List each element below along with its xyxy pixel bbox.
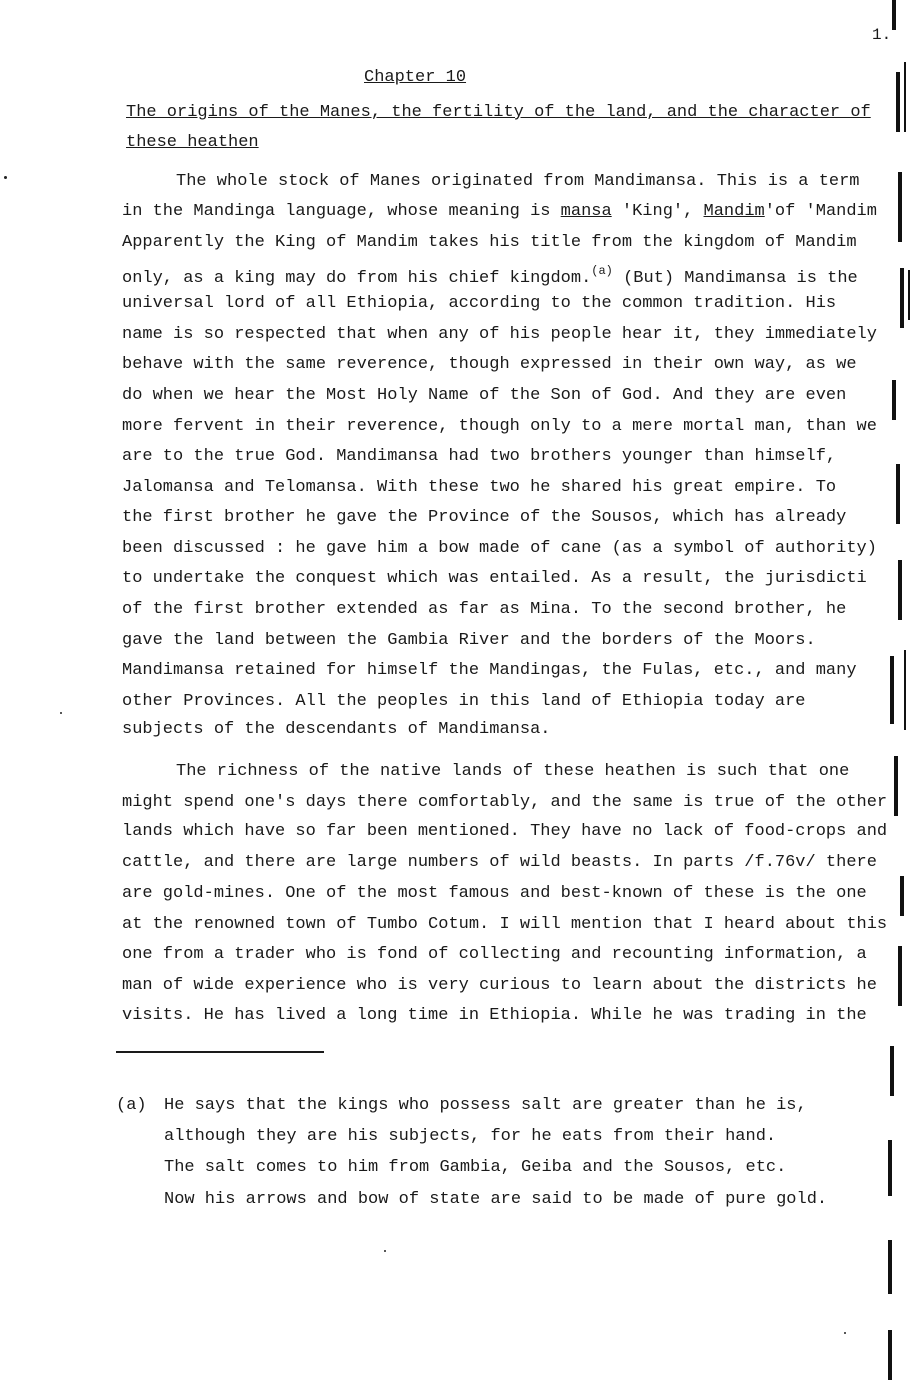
- footnote-line: Now his arrows and bow of state are said to be made of pure gold.: [164, 1190, 828, 1209]
- binding-mark: [896, 464, 900, 524]
- text-span: in the Mandinga language, whose meaning is: [122, 202, 561, 221]
- page-number: 1.: [872, 26, 892, 44]
- binding-mark: [892, 380, 896, 420]
- text-span: (But) Mandimansa is the: [612, 269, 858, 288]
- text-line: subjects of the descendants of Mandimansa.: [122, 720, 551, 739]
- text-line: one from a trader who is fond of collecting and recounting information, a: [122, 945, 867, 964]
- footnote-line: The salt comes to him from Gambia, Geiba and the Sousos, etc.: [164, 1158, 787, 1177]
- heading-line-1: The origins of the Manes, the fertility of the land, and the character of: [126, 103, 871, 122]
- text-span: only, as a king may do from his chief kingdom.: [122, 269, 592, 288]
- text-line: man of wide experience who is very curious to learn about the districts he: [122, 976, 877, 995]
- footnote-reference: (a): [591, 264, 613, 278]
- binding-mark: [898, 560, 902, 620]
- text-line: visits. He has lived a long time in Ethiopia. While he was trading in the: [122, 1006, 867, 1025]
- binding-mark: [900, 876, 904, 916]
- binding-mark: [894, 756, 898, 816]
- binding-mark: [888, 1240, 892, 1294]
- scan-speck: [844, 1332, 846, 1334]
- binding-mark: [908, 270, 910, 320]
- text-line: [122, 264, 858, 288]
- text-line: the first brother he gave the Province of the Sousos, which has already: [122, 508, 847, 527]
- binding-mark: [896, 72, 900, 132]
- text-line: lands which have so far been mentioned. They have no lack of food-crops and: [122, 822, 888, 841]
- text-line: Mandimansa retained for himself the Mandingas, the Fulas, etc., and many: [122, 661, 857, 680]
- text-line: gave the land between the Gambia River and the borders of the Moors.: [122, 631, 816, 650]
- binding-mark: [904, 62, 906, 132]
- term-mandim: Mandim: [703, 202, 765, 221]
- binding-mark: [892, 0, 896, 30]
- binding-mark: [890, 656, 894, 724]
- chapter-heading: [126, 98, 896, 158]
- text-line: name is so respected that when any of his people hear it, they immediately: [122, 325, 877, 344]
- text-line: The richness of the native lands of these heathen is such that one: [176, 762, 850, 781]
- binding-mark: [898, 172, 902, 242]
- text-span: 'King',: [611, 202, 704, 221]
- text-line: are gold-mines. One of the most famous and best-known of these is the one: [122, 884, 867, 903]
- scan-speck: [4, 176, 7, 179]
- binding-mark: [904, 650, 906, 730]
- binding-mark: [900, 268, 904, 328]
- text-line: to undertake the conquest which was entailed. As a result, the jurisdicti: [122, 569, 867, 588]
- text-line: other Provinces. All the peoples in this land of Ethiopia today are: [122, 692, 806, 711]
- binding-mark: [888, 1330, 892, 1380]
- text-line: [122, 202, 877, 221]
- binding-mark: [888, 1140, 892, 1196]
- text-line: more fervent in their reverence, though only to a mere mortal man, than we: [122, 417, 877, 436]
- text-span: 'of 'Mandim: [764, 202, 877, 221]
- heading-line-2: these heathen: [126, 133, 259, 152]
- scan-speck: [60, 712, 62, 714]
- text-line: behave with the same reverence, though expressed in their own way, as we: [122, 355, 857, 374]
- footnote-line: He says that the kings who possess salt are greater than he is,: [164, 1096, 807, 1115]
- text-line: of the first brother extended as far as Mina. To the second brother, he: [122, 600, 847, 619]
- text-line: do when we hear the Most Holy Name of the Son of God. And they are even: [122, 386, 847, 405]
- text-line: The whole stock of Manes originated from Mandimansa. This is a term: [176, 172, 860, 191]
- text-line: been discussed : he gave him a bow made of cane (as a symbol of authority): [122, 539, 877, 558]
- binding-mark: [890, 1046, 894, 1096]
- scan-speck: [384, 1250, 386, 1252]
- text-line: Jalomansa and Telomansa. With these two he shared his great empire. To: [122, 478, 837, 497]
- text-line: cattle, and there are large numbers of wild beasts. In parts /f.76v/ there: [122, 853, 877, 872]
- footnote-line: although they are his subjects, for he eats from their hand.: [164, 1127, 777, 1146]
- footnote-divider: [116, 1051, 324, 1053]
- chapter-title: Chapter 10: [364, 68, 467, 87]
- term-mansa: mansa: [560, 202, 612, 221]
- text-line: Apparently the King of Mandim takes his title from the kingdom of Mandim: [122, 233, 857, 252]
- text-line: might spend one's days there comfortably, and the same is true of the other: [122, 793, 888, 812]
- binding-mark: [898, 946, 902, 1006]
- text-line: universal lord of all Ethiopia, according to the common tradition. His: [122, 294, 837, 313]
- footnote-marker: (a): [116, 1096, 147, 1115]
- text-line: at the renowned town of Tumbo Cotum. I will mention that I heard about this: [122, 915, 888, 934]
- text-line: are to the true God. Mandimansa had two brothers younger than himself,: [122, 447, 837, 466]
